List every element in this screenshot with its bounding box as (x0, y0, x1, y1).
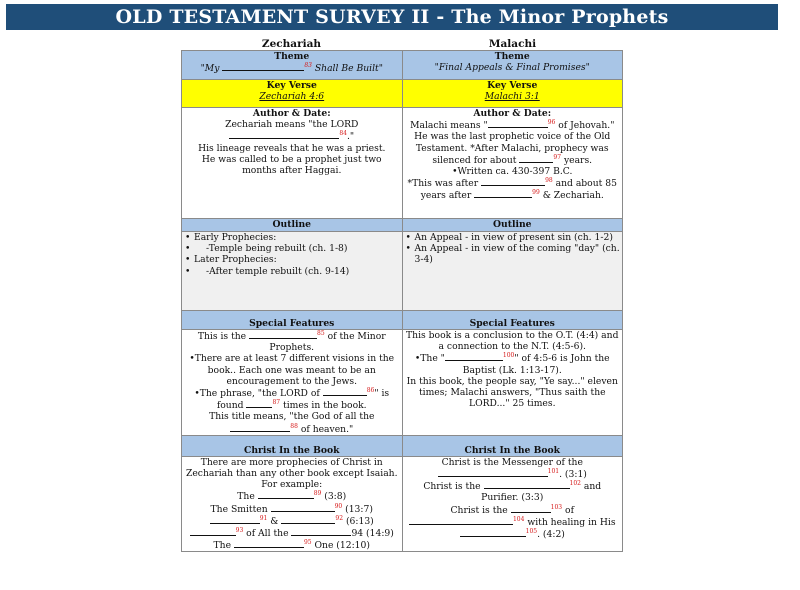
christ-label-cell-malachi (402, 435, 623, 456)
fill-blank[interactable] (519, 154, 553, 163)
theme-cell-malachi (402, 51, 623, 80)
list-item: • Later Prophecies: (184, 254, 400, 265)
fill-blank[interactable] (271, 503, 335, 512)
fill-blank[interactable] (190, 527, 236, 536)
list-item: • An Appeal - in view of present sin (ch. 1-2) (405, 232, 621, 243)
outline-list-malachi (405, 232, 621, 266)
list-subitem: • -Temple being rebuilt (ch. 1-8) (184, 243, 400, 254)
special-text-malachi: This book is a conclusion to the O.T. (4:4) and a connection to the N.T. (4:5-6). •The " $^{100}$" of 4:5-6 is John the Baptist (Lk. 1:13-17). In this book, the people say, "Ye say..." eleven times; Malachi answers, "Thus saith the LORD..." 25 times. (406, 330, 619, 410)
fill-blank[interactable] (229, 130, 339, 139)
fill-blank[interactable] (246, 399, 272, 408)
fill-blank[interactable] (291, 527, 351, 536)
key-verse-ref-malachi[interactable]: Malachi 3:1 (484, 91, 540, 103)
outline-body-row (182, 232, 623, 311)
special-body-row (182, 330, 623, 436)
column-header-zechariah: Zechariah (261, 38, 322, 50)
author-text-zechariah: Zechariah means "the LORD $^{84}$." His lineage reveals that he was a priest. He was called to be a prophet just two months after Haggai. (198, 119, 386, 177)
christ-label-cell-zechariah (182, 435, 403, 456)
christ-cell-malachi (402, 456, 623, 552)
list-item: • Early Prophecies: (184, 232, 400, 243)
outline-cell-zechariah (182, 232, 403, 311)
key-verse-label: Key Verse (487, 80, 538, 91)
christ-in-book-label: Christ In the Book (464, 444, 560, 456)
special-cell-malachi (402, 330, 623, 436)
author-cell-malachi (402, 108, 623, 219)
author-date-row (182, 108, 623, 219)
outline-label: Outline (272, 219, 311, 230)
theme-text-zechariah: "My $^{83}$ Shall Be Built" (200, 62, 383, 75)
key-verse-label: Key Verse (266, 80, 317, 91)
survey-table (181, 50, 623, 552)
key-verse-ref-zechariah[interactable]: Zechariah 4:6 (259, 91, 325, 103)
fill-blank[interactable] (234, 539, 304, 548)
fill-blank[interactable] (481, 177, 545, 186)
key-verse-cell-malachi (402, 80, 623, 108)
theme-label: Theme (274, 51, 310, 62)
outline-header-row (182, 219, 623, 232)
key-verse-cell-zechariah (182, 80, 403, 108)
special-header-row (182, 311, 623, 330)
special-cell-zechariah (182, 330, 403, 436)
author-text-malachi: Malachi means " $^{96}$ of Jehovah." He was the last prophetic voice of the Old Testament. *After Malachi, prophecy was silenced for about $^{97}$ years. •Written ca. 430-397 B.C. *This was after $^{98}$ and about 85 years after $^{99}$ & Zechariah. (407, 119, 617, 202)
special-features-label: Special Features (469, 317, 555, 329)
author-date-label: Author & Date: (252, 108, 331, 119)
christ-in-book-label: Christ In the Book (244, 444, 340, 456)
outline-label-cell-zechariah (182, 219, 403, 232)
christ-body-row (182, 456, 623, 552)
fill-blank[interactable] (258, 490, 314, 499)
fill-blank[interactable] (488, 119, 548, 128)
survey-worksheet (181, 38, 623, 552)
fill-blank[interactable] (474, 189, 532, 198)
theme-label: Theme (494, 51, 530, 62)
special-features-label: Special Features (249, 317, 335, 329)
list-subitem: • -After temple rebuilt (ch. 9-14) (184, 266, 400, 277)
outline-cell-malachi (402, 232, 623, 311)
outline-label: Outline (493, 219, 532, 230)
fill-blank[interactable] (511, 504, 551, 513)
fill-blank[interactable] (484, 480, 570, 489)
outline-list-zechariah (184, 232, 400, 277)
christ-text-zechariah: There are more prophecies of Christ in Zechariah than any other book except Isaiah. For example: The $^{89}$ (3:8) The Smitten $^{90}$ (13:7) $^{91}$ & $^{92}$ (6:13) $^{93}$ of All the 94 (14:9) The $^{95}$ One (12:10) (185, 456, 398, 552)
theme-row (182, 51, 623, 80)
author-date-label: Author & Date: (473, 108, 552, 119)
special-label-cell-zechariah (182, 311, 403, 330)
fill-blank[interactable] (409, 516, 513, 525)
theme-text-malachi: "Final Appeals & Final Promises" (434, 62, 590, 74)
fill-blank[interactable] (323, 387, 367, 396)
theme-cell-zechariah (182, 51, 403, 80)
outline-label-cell-malachi (402, 219, 623, 232)
christ-text-malachi: Christ is the Messenger of the $^{101}$. (3:1) Christ is the $^{102}$ and Purifier. (3:3) Christ is the $^{103}$ of $^{104}$ with healing in His $^{105}$. (4:2) (405, 457, 621, 540)
key-verse-row (182, 80, 623, 108)
christ-cell-zechariah (182, 456, 403, 552)
fill-blank[interactable] (445, 352, 503, 361)
column-header-malachi: Malachi (488, 38, 537, 50)
fill-blank[interactable] (460, 528, 526, 537)
fill-blank[interactable] (230, 423, 290, 432)
column-headers (181, 38, 623, 50)
special-label-cell-malachi (402, 311, 623, 330)
fill-blank[interactable] (222, 62, 304, 71)
author-cell-zechariah (182, 108, 403, 219)
christ-header-row (182, 435, 623, 456)
fill-blank[interactable] (249, 330, 317, 339)
fill-blank[interactable] (438, 468, 548, 477)
fill-blank[interactable] (281, 515, 335, 524)
page-banner-title: OLD TESTAMENT SURVEY II - The Minor Prophets (6, 4, 778, 30)
list-item: • An Appeal - in view of the coming "day" (ch. 3-4) (405, 243, 621, 265)
fill-blank[interactable] (210, 515, 260, 524)
special-text-zechariah: This is the $^{85}$ of the Minor Prophets. •There are at least 7 different visions in the book.. Each one was meant to be an encouragement to the Jews. •The phrase, "the LORD of $^{86}$" is found $^{87}$ times in the book. This title means, "the God of all the $^{88}$ of heaven." (189, 329, 395, 435)
